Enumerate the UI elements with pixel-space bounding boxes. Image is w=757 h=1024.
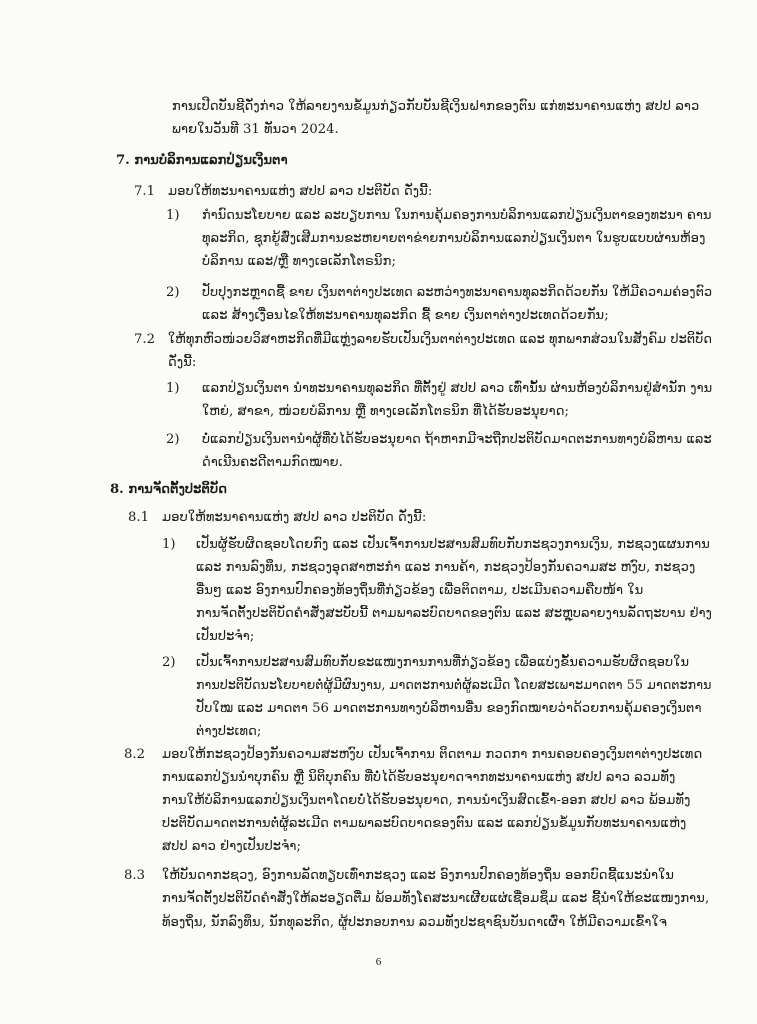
s7-2-number: 7.2 (134, 332, 155, 347)
s8-1-item2-line: ປັບໃໝ ແລະ ມາດຕາ 56 ມາດຕະການທາງບໍລິຫານອື່ນ ຂອງກົດໝາຍວ່າດ້ວຍການຄຸ້ມຄອງເງິນຕາ (196, 701, 702, 716)
s8-3-number: 8.3 (124, 868, 145, 883)
s7-2-item2-line: ບໍ່ແລກປ່ຽນເງິນຕານຳຜູ້ທີ່ບໍ່ໄດ້ຮັບອະນຸຍາດ ຖ້າຫາກມີຈະຖືກປະຕິບັດມາດຕະການທາງບໍລິຫານ ແລະ (202, 432, 712, 447)
s8-1-item2-line: ເປັນເຈົ້າການປະສານສົມທົບກັບຂະແໜງການການທີ່ກ່ຽວຂ້ອງ ເພື່ອແບ່ງຂັ້ນຄວາມຮັບຜິດຊອບໃນ (196, 655, 690, 670)
s8-1-item1-line: ອື່ນໆ ແລະ ອົງການປົກຄອງທ້ອງຖິ່ນທີ່ກ່ຽວຂ້ອງ ເພື່ອຕິດຕາມ, ປະເມີນຄວາມຄືບໜ້າ ໃນ (196, 583, 644, 598)
s8-1-intro: ມອບໃຫ້ທະນາຄານແຫ່ງ ສປປ ລາວ ປະຕິບັດ ດັ່ງນີ້: (162, 510, 427, 525)
s8-2-line: ສປປ ລາວ ຢ່າງເປັນປະຈຳ; (162, 839, 301, 854)
s7-2-item1-line: ແລກປ່ຽນເງິນຕາ ນຳທະນາຄານທຸລະກິດ ທີ່ຕັ້ງຢູ່ ສປປ ລາວ ເທົ່ານັ້ນ ຜ່ານຫ້ອງບໍລິການຢູ່ສຳນັກ ງານ (202, 381, 713, 396)
s8-3-line: ການຈັດຕັ້ງປະຕິບັດຄຳສັ່ງໃຫ້ລະອຽດຕື່ມ ພ້ອມທັງໂຄສະນາເຜີຍແຜ່ເຊື່ອມຊຶມ ແລະ ຊີ້ນຳໃຫ້ຂະແໜງການ, (162, 891, 710, 906)
intro-line-1: ການເປີດບັນຊີດັ່ງກ່າວ ໃຫ້ລາຍງານຂໍ້ມູນກ່ຽວກັບບັນຊີເງິນຝາກຂອງຕົນ ແກ່ທະນາຄານແຫ່ງ ສປປ ລາວ (172, 99, 700, 114)
s7-1-item1-number: 1) (166, 208, 180, 223)
s8-2-line: ການໃຫ້ບໍລິການແລກປ່ຽນເງິນຕາໂດຍບໍ່ໄດ້ຮັບອະນຸຍາດ, ການນຳເງິນສົດເຂົ້າ-ອອກ ສປປ ລາວ ພ້ອມທັງ (162, 793, 691, 808)
s8-2-number: 8.2 (124, 747, 145, 762)
s8-1-item1-line: ເປັນປະຈຳ; (196, 629, 255, 644)
s8-1-item1-line: ເປັນຜູ້ຮັບຜິດຊອບໂດຍກົງ ແລະ ເປັນເຈົ້າການປະສານສົມທົບກັບກະຊວງການເງິນ, ກະຊວງແຜນການ (196, 537, 710, 552)
s7-1-item1-line: ກຳນົດນະໂຍບາຍ ແລະ ລະບຽບການ ໃນການຄຸ້ມຄອງການບໍລິການແລກປ່ຽນເງິນຕາຂອງທະນາ ຄານ (202, 208, 712, 223)
s7-2-item2-number: 2) (166, 432, 180, 447)
page-number: 6 (375, 956, 382, 968)
s8-3-line: ໃຫ້ບັນດາກະຊວງ, ອົງການລັດທຽບເທົ່າກະຊວງ ແລະ ອົງການປົກຄອງທ້ອງຖິ່ນ ອອກບົດຊີ້ແນະນຳໃນ (162, 868, 675, 883)
s8-2-line: ການແລກປ່ຽນນຳບຸກຄົນ ຫຼື ນິຕິບຸກຄົນ ທີ່ບໍ່ໄດ້ຮັບອະນຸຍາດຈາກທະນາຄານແຫ່ງ ສປປ ລາວ ລວມທັງ (162, 770, 676, 785)
section-8-heading: 8. ການຈັດຕັ້ງປະຕິບັດ (110, 482, 228, 497)
s7-1-item1-line: ທຸລະກິດ, ຊຸກຍູ້ສົ່ງເສີມການຂະຫຍາຍຕາຂ່າຍການບໍລິການແລກປ່ຽນເງິນຕາ ໃນຮູບແບບຜ່ານຫ້ອງ (202, 231, 706, 246)
intro-line-2: ພາຍໃນວັນທີ 31 ທັນວາ 2024. (172, 122, 339, 137)
s7-2-item2-line: ດຳເນີນຄະດີຕາມກົດໝາຍ. (202, 455, 343, 470)
s7-1-item2-number: 2) (166, 285, 180, 300)
s7-1-intro: ມອບໃຫ້ທະນາຄານແຫ່ງ ສປປ ລາວ ປະຕິບັດ ດັ່ງນີ້: (168, 184, 433, 199)
s8-1-item2-number: 2) (162, 655, 176, 670)
s8-1-item1-line: ແລະ ການລົງທຶນ, ກະຊວງອຸດສາຫະກຳ ແລະ ການຄ້າ, ກະຊວງປ້ອງກັນຄວາມສະ ຫງົບ, ກະຊວງ (196, 560, 696, 575)
section-7-heading: 7. ການບໍລິການແລກປ່ຽນເງິນຕາ (116, 153, 288, 168)
s7-2-item1-number: 1) (166, 381, 180, 396)
s8-1-item1-number: 1) (162, 537, 176, 552)
s7-1-number: 7.1 (134, 184, 155, 199)
s8-1-item2-line: ການປະຕິບັດນະໂຍບາຍຕໍ່ຜູ້ມີຜົນງານ, ມາດຕະການຕໍ່ຜູ້ລະເມີດ ໂດຍສະເພາະມາດຕາ 55 ມາດຕະການ (196, 678, 712, 693)
s7-2-line: ໃຫ້ທຸກຫົວໜ່ວຍວິສາຫະກິດທີ່ມີແຫຼ່ງລາຍຮັບເປັນເງິນຕາຕ່າງປະເທດ ແລະ ທຸກພາກສ່ວນໃນສັງຄົມ ປະຕິບັດ (168, 332, 713, 347)
s7-1-item2-line: ປັບປຸງກະຫຼາດຊື້ ຂາຍ ເງິນຕາຕ່າງປະເທດ ລະຫວ່າງທະນາຄານທຸລະກິດດ້ວຍກັນ ໃຫ້ມີຄວາມຄ່ອງຕົວ (202, 285, 713, 300)
s8-2-line: ປະຕິບັດມາດຕະການຕໍ່ຜູ້ລະເມີດ ຕາມພາລະບົດບາດຂອງຕົນ ແລະ ແລກປ່ຽນຂໍ້ມູນກັບທະນາຄານແຫ່ງ (162, 816, 687, 831)
s7-2-item1-line: ໃຫຍ່, ສາຂາ, ໜ່ວຍບໍລິການ ຫຼື ທາງເອເລັກໂຕຣນິກ ທີ່ໄດ້ຮັບອະນຸຍາດ; (202, 404, 569, 419)
s8-1-item2-line: ຕ່າງປະເທດ; (196, 724, 262, 739)
s7-1-item2-line: ແລະ ສ້າງເງື່ອນໄຂໃຫ້ທະນາຄານທຸລະກິດ ຊື້ ຂາຍ ເງິນຕາຕ່າງປະເທດດ້ວຍກັນ; (202, 308, 609, 323)
s8-1-item1-line: ການຈັດຕັ້ງປະຕິບັດຄຳສັ່ງສະບັບນີ້ ຕາມພາລະບົດບາດຂອງຕົນ ແລະ ສະຫຼຸບລາຍງານລັດຖະບານ ຢ່າງ (196, 606, 712, 621)
s8-3-line: ທ້ອງຖິ່ນ, ນັກລົງທຶນ, ນັກທຸລະກິດ, ຜູ້ປະກອບການ ລວມທັງປະຊາຊົນບັນດາເຜົ່າ ໃຫ້ມີຄວາມເຂົ້າໃຈ (162, 915, 667, 930)
s8-2-line: ມອບໃຫ້ກະຊວງປ້ອງກັນຄວາມສະຫງົບ ເປັນເຈົ້າການ ຕິດຕາມ ກວດກາ ການຄອບຄອງເງິນຕາຕ່າງປະເທດ (162, 747, 703, 762)
s7-2-line: ດັ່ງນີ້: (168, 355, 197, 370)
s7-1-item1-line: ບໍລິການ ແລະ/ຫຼື ທາງເອເລັກໂຕຣນິກ; (202, 254, 396, 269)
s8-1-number: 8.1 (128, 510, 149, 525)
